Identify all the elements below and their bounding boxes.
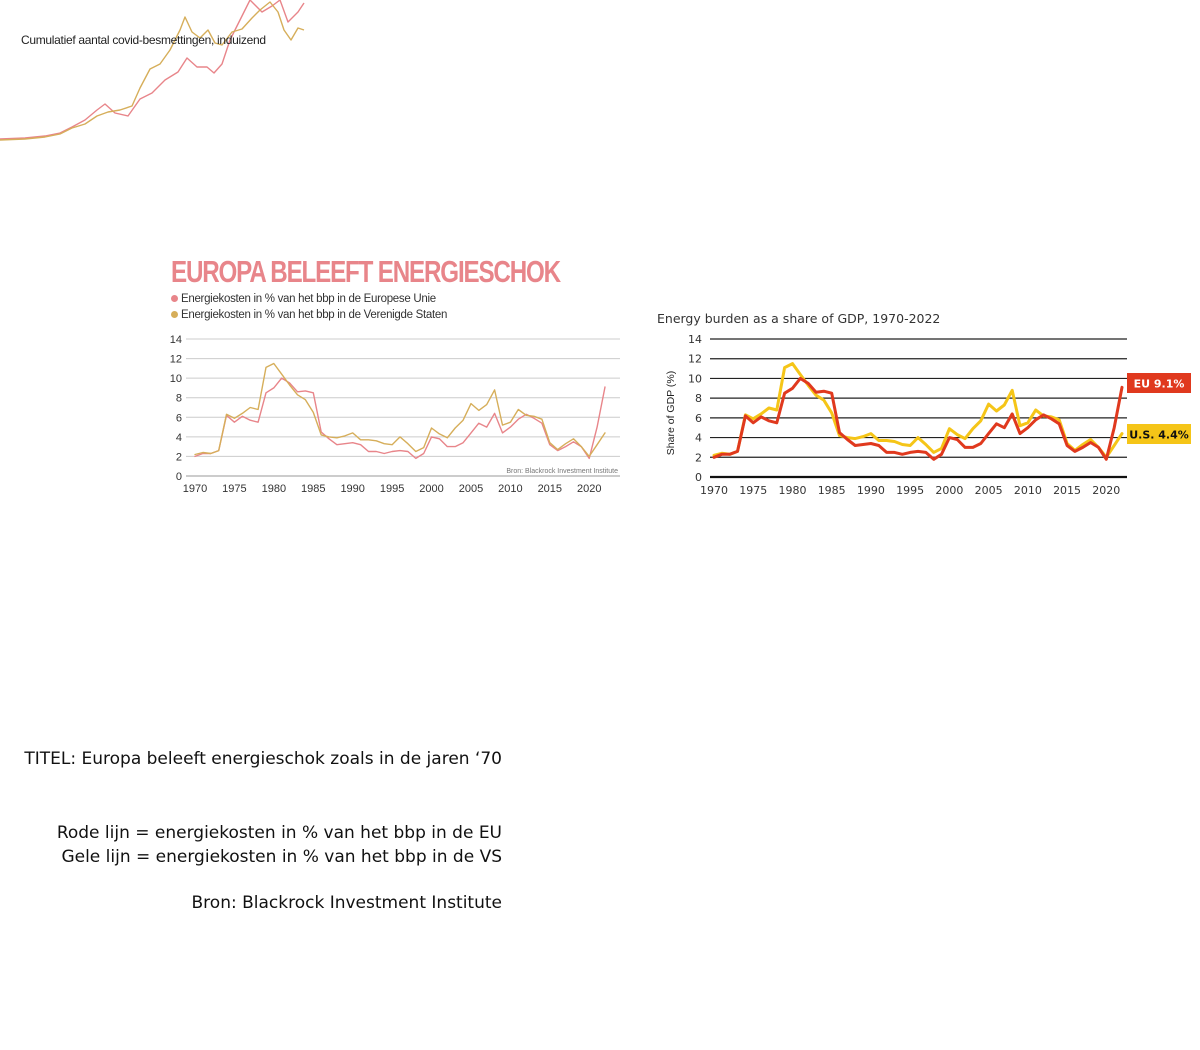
nl-ytick-label: 0	[175, 471, 182, 483]
nl-xtick-label: 2000	[419, 483, 444, 495]
nl-legend-label-eu: Energiekosten in % van het bbp in de Europese Unie	[181, 293, 436, 305]
en-chart	[650, 305, 1195, 505]
nl-xtick-label: 1995	[379, 483, 405, 495]
nl-legend	[171, 293, 447, 325]
en-label-us	[1127, 424, 1191, 444]
covid-series-line-eu	[0, 0, 304, 139]
nl-xtick-label: 2010	[498, 483, 523, 495]
nl-legend-item-us	[171, 309, 447, 325]
nl-xtick-label: 1985	[301, 483, 326, 495]
notes-red-line: Rode lijn = energiekosten in % van het bbp in de EU	[56, 823, 502, 843]
en-xtick-label: 1995	[896, 484, 925, 497]
nl-xtick-label: 2015	[537, 483, 563, 495]
notes	[20, 749, 502, 769]
nl-legend-label-us: Energiekosten in % van het bbp in de Verenigde Staten	[181, 309, 448, 321]
en-xtick-label: 1980	[778, 484, 807, 497]
en-ytick-label: 2	[695, 451, 702, 465]
en-series-line-eu	[714, 378, 1122, 459]
en-xtick-label: 2020	[1092, 484, 1121, 497]
nl-series-line-eu	[195, 378, 605, 458]
en-xtick-label: 1990	[856, 484, 885, 497]
covid-snippet-chart	[0, 0, 320, 145]
en-ytick-label: 0	[695, 471, 702, 484]
en-xtick-label: 2015	[1053, 484, 1082, 497]
en-ytick-label: 6	[695, 411, 702, 425]
en-xtick-label: 1975	[739, 484, 768, 497]
nl-xtick-label: 2005	[458, 483, 484, 495]
nl-ytick-label: 6	[175, 412, 182, 425]
notes-source-block	[20, 893, 502, 913]
en-label-us-text: U.S. 4.4%	[1129, 428, 1189, 442]
nl-ytick-label: 14	[169, 334, 182, 346]
nl-xtick-label: 2020	[576, 483, 602, 495]
en-ytick-label: 14	[688, 333, 702, 346]
en-ytick-label: 8	[695, 392, 702, 406]
en-ytick-label: 12	[688, 352, 702, 366]
nl-xtick-label: 1970	[182, 483, 208, 495]
nl-legend-dot-us	[171, 311, 178, 318]
nl-chart-title: EUROPA BELEEFT ENERGIESCHOK	[171, 254, 560, 289]
nl-ytick-label: 4	[175, 431, 182, 444]
en-xtick-label: 2010	[1013, 484, 1042, 497]
en-ytick-label: 10	[688, 372, 702, 386]
nl-legend-dot-eu	[171, 295, 178, 302]
covid-series-line-us	[0, 2, 304, 140]
nl-xtick-label: 1975	[222, 483, 247, 495]
nl-ytick-label: 2	[175, 451, 182, 464]
notes-yellow-line: Gele lijn = energiekosten in % van het bbp in de VS	[61, 847, 502, 867]
en-xtick-label: 2005	[974, 484, 1003, 497]
nl-ytick-label: 10	[169, 373, 182, 386]
nl-ytick-label: 8	[175, 392, 182, 405]
nl-series-line-us	[195, 364, 605, 457]
notes-title: TITEL: Europa beleeft energieschok zoals in de jaren ‘70	[24, 749, 502, 769]
nl-xtick-label: 1990	[340, 483, 365, 495]
en-series-line-us	[714, 364, 1122, 458]
en-chart-title: Energy burden as a share of GDP, 1970-2022	[657, 311, 941, 326]
nl-chart	[160, 325, 640, 500]
en-chart-ylabel: Share of GDP (%)	[665, 370, 677, 456]
nl-chart-source: Bron: Blackrock Investment Institute	[506, 468, 618, 475]
en-label-eu	[1127, 373, 1191, 393]
en-xtick-label: 1970	[700, 484, 728, 497]
notes-source: Bron: Blackrock Investment Institute	[191, 893, 502, 913]
en-ytick-label: 4	[695, 431, 702, 445]
nl-xtick-label: 1980	[261, 483, 287, 495]
en-xtick-label: 1985	[817, 484, 846, 497]
nl-ytick-label: 12	[169, 353, 182, 366]
notes-legend	[20, 821, 502, 869]
en-label-eu-text: EU 9.1%	[1133, 377, 1185, 391]
covid-snippet-label: Cumulatief aantal covid-besmettingen, induizend	[21, 33, 266, 47]
nl-legend-item-eu	[171, 293, 447, 309]
en-xtick-label: 2000	[935, 484, 964, 497]
